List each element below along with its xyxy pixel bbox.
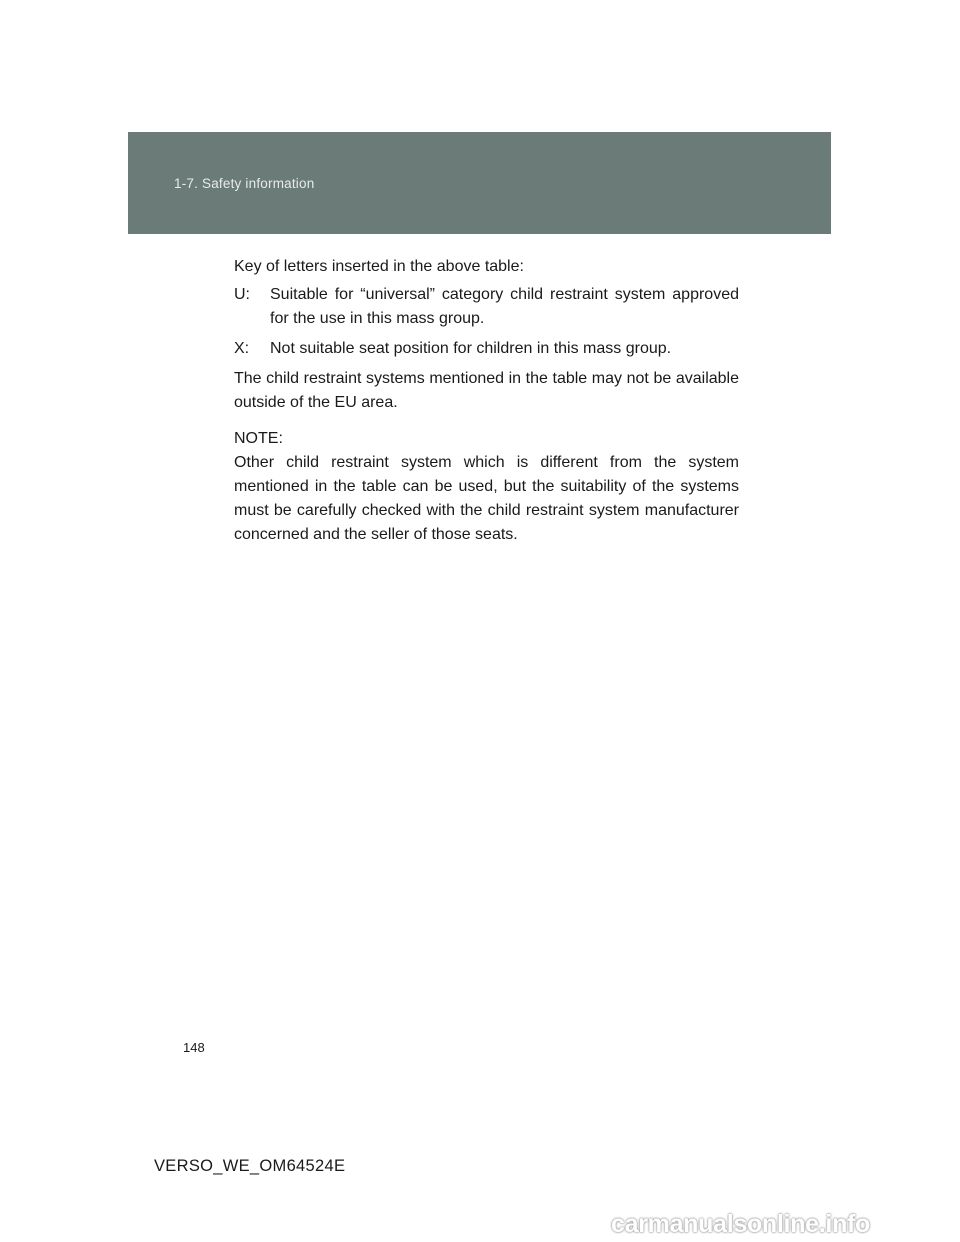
note-label: NOTE: [234,430,283,447]
key-description: Not suitable seat position for children in this mass group. [270,340,672,357]
page-number: 148 [183,1040,205,1055]
section-title: 1-7. Safety information [174,176,315,191]
section-header-band [128,132,831,234]
page-content [234,255,739,547]
key-letter: U: [234,286,250,303]
availability-paragraph: The child restraint systems mentioned in the table may not be available outside of the EU area. [234,370,739,411]
key-intro: Key of letters inserted in the above table: [234,258,524,275]
key-description: Suitable for “universal” category child restraint system approved for the use in this mass group. [270,286,739,327]
key-item-x [234,337,739,361]
note-paragraph: Other child restraint system which is different from the system mentioned in the table can be used, but the suitability of the systems must be carefully checked with the child restraint system manufacturer concerned and the seller of those seats. [234,454,739,543]
key-item-u [234,283,739,331]
watermark-logo: carmanualsonline.info [611,1210,871,1238]
document-code: VERSO_WE_OM64524E [154,1157,346,1175]
key-letter: X: [234,340,250,357]
